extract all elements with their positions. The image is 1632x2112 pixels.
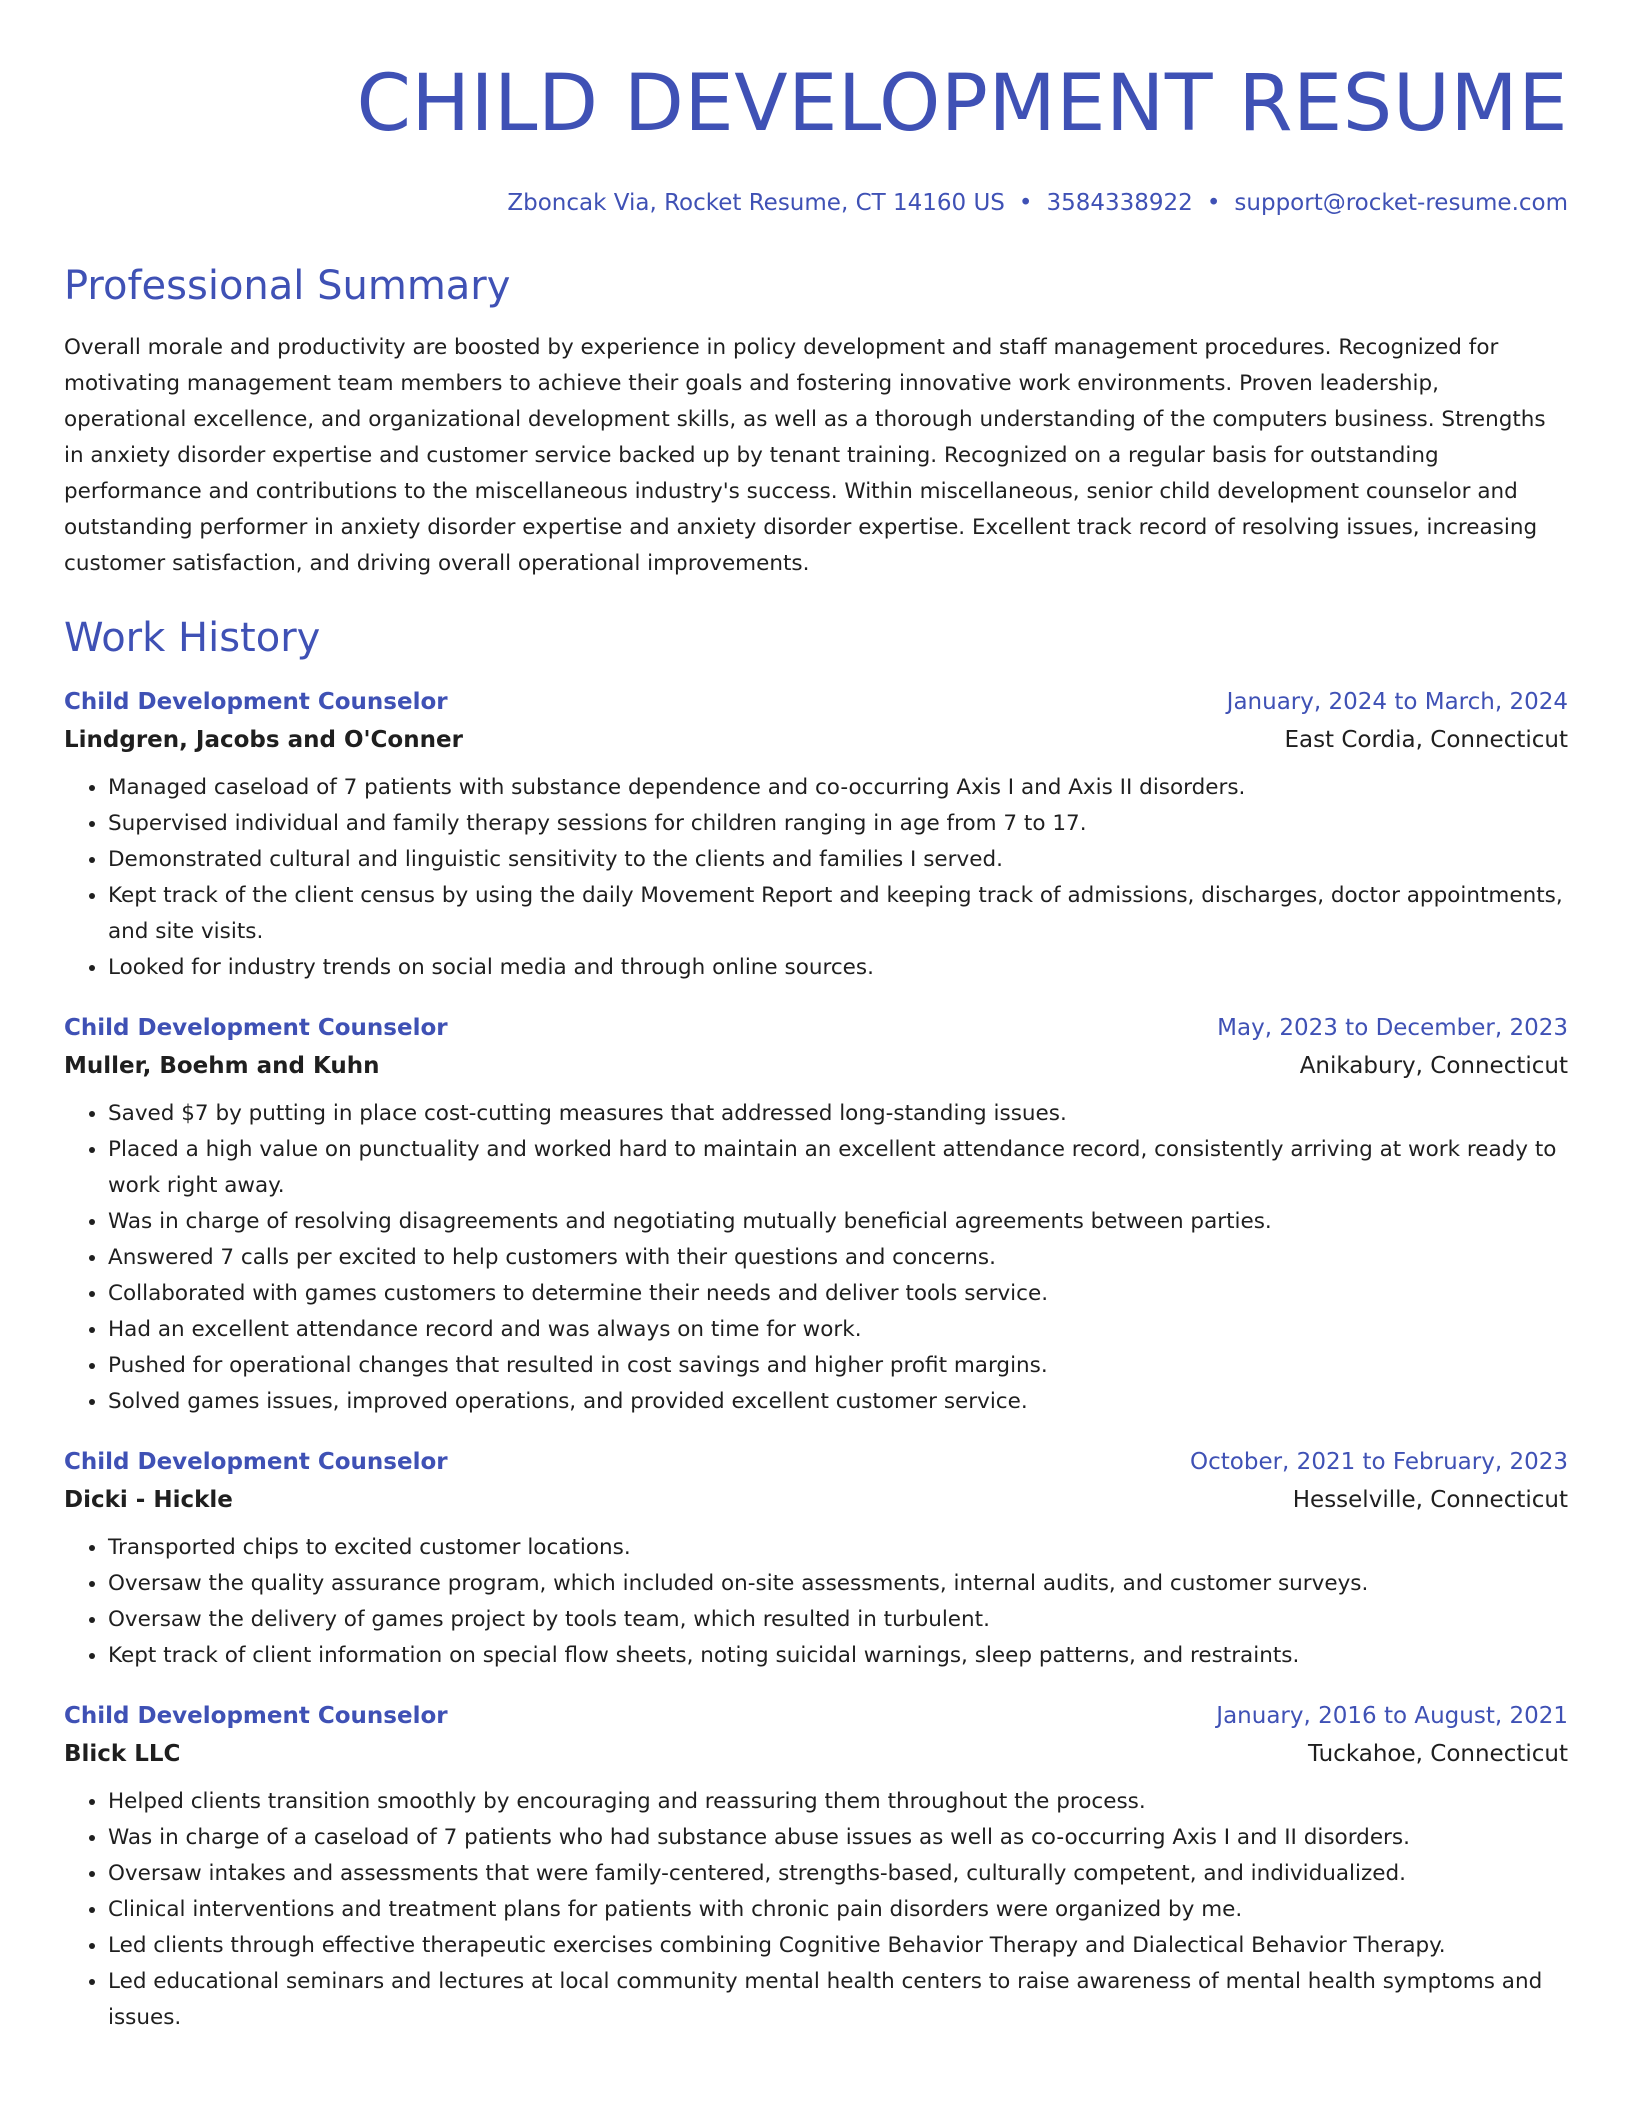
job-bullet: • Collaborated with games customers to determine their needs and deliver tools service. (108, 1276, 1568, 1312)
job-dates: January, 2016 to August, 2021 (1216, 1703, 1568, 1729)
job-title: Child Development Counselor (64, 1015, 448, 1041)
job-bullet: • Placed a high value on punctuality and worked hard to maintain an excellent attendance record, consistently arriving at work ready to work right away. (108, 1132, 1568, 1204)
job-location: Hesselville, Connecticut (1292, 1487, 1568, 1513)
summary-text: Overall morale and productivity are boosted by experience in policy development and staff management procedures. Recognized for motivating management team members to achieve their goals and fostering innovative work environments. Proven leadership, operational excellence, and organizational development skills, as well as a thorough understanding of the computers business. Strengths in anxiety disorder expertise and customer service backed up by tenant training. Recognized on a regular basis for outstanding performance and contributions to the miscellaneous industry's success. Within miscellaneous, senior child development counselor and outstanding performer in anxiety disorder expertise and anxiety disorder expertise. Excellent track record of resolving issues, increasing customer satisfaction, and driving overall operational improvements. (64, 335, 1546, 576)
job-bullet: • Demonstrated cultural and linguistic sensitivity to the clients and families I served. (108, 842, 1568, 878)
job-bullet: • Led educational seminars and lectures at local community mental health centers to raise awareness of mental health symptoms and issues. (108, 1964, 1568, 2036)
job-location: East Cordia, Connecticut (1284, 727, 1568, 753)
job-bullet: • Transported chips to excited customer locations. (108, 1530, 1568, 1566)
resume-title: CHILD DEVELOPMENT RESUME (356, 59, 1568, 149)
job-dates: May, 2023 to December, 2023 (1217, 1015, 1568, 1041)
job-location: Anikabury, Connecticut (1299, 1053, 1568, 1079)
job-title: Child Development Counselor (64, 1703, 448, 1729)
job-bullet: • Kept track of client information on special flow sheets, noting suicidal warnings, sleep patterns, and restraints. (108, 1638, 1568, 1674)
job-bullet: • Clinical interventions and treatment plans for patients with chronic pain disorders were organized by me. (108, 1892, 1568, 1928)
job-bullets (64, 1530, 1568, 1674)
job-company: Muller, Boehm and Kuhn (64, 1053, 380, 1079)
job-bullets (64, 1784, 1568, 2036)
contact-separator: • (1206, 190, 1221, 216)
job-bullet: • Supervised individual and family therapy sessions for children ranging in age from 7 to 17. (108, 806, 1568, 842)
job-bullet: • Saved $7 by putting in place cost-cutting measures that addressed long-standing issues. (108, 1096, 1568, 1132)
job-bullet: • Oversaw the quality assurance program, which included on-site assessments, internal audits, and customer surveys. (108, 1566, 1568, 1602)
job-bullet: • Was in charge of a caseload of 7 patients who had substance abuse issues as well as co-occurring Axis I and II disorders. (108, 1820, 1568, 1856)
job-bullet: • Kept track of the client census by using the daily Movement Report and keeping track of admissions, discharges, doctor appointments, and site visits. (108, 878, 1568, 950)
contact-address: Zboncak Via, Rocket Resume, CT 14160 US (507, 190, 1005, 216)
job-bullet: • Led clients through effective therapeutic exercises combining Cognitive Behavior Therapy and Dialectical Behavior Therapy. (108, 1928, 1568, 1964)
job-bullet: • Was in charge of resolving disagreements and negotiating mutually beneficial agreements between parties. (108, 1204, 1568, 1240)
job-bullets (64, 1096, 1568, 1420)
job-company: Dicki - Hickle (64, 1487, 233, 1513)
job-company: Blick LLC (64, 1741, 181, 1767)
job-bullet: • Looked for industry trends on social media and through online sources. (108, 950, 1568, 986)
contact-email: support@rocket-resume.com (1234, 190, 1568, 216)
job-bullet: • Answered 7 calls per excited to help customers with their questions and concerns. (108, 1240, 1568, 1276)
job-entry (64, 1446, 1568, 1674)
job-bullet: • Oversaw the delivery of games project by tools team, which resulted in turbulent. (108, 1602, 1568, 1638)
job-bullet: • Had an excellent attendance record and was always on time for work. (108, 1312, 1568, 1348)
job-bullet: • Pushed for operational changes that resulted in cost savings and higher profit margins. (108, 1348, 1568, 1384)
job-title: Child Development Counselor (64, 1449, 448, 1475)
job-title: Child Development Counselor (64, 689, 448, 715)
job-bullet: • Managed caseload of 7 patients with substance dependence and co-occurring Axis I and Axis II disorders. (108, 770, 1568, 806)
job-dates: January, 2024 to March, 2024 (1226, 689, 1568, 715)
job-bullet: • Helped clients transition smoothly by encouraging and reassuring them throughout the process. (108, 1784, 1568, 1820)
job-company: Lindgren, Jacobs and O'Conner (64, 727, 463, 753)
summary-heading: Professional Summary (64, 263, 511, 309)
job-entry (64, 686, 1568, 986)
job-dates: October, 2021 to February, 2023 (1190, 1449, 1568, 1475)
job-entry (64, 1700, 1568, 2036)
job-bullet: • Solved games issues, improved operations, and provided excellent customer service. (108, 1384, 1568, 1420)
job-location: Tuckahoe, Connecticut (1308, 1741, 1568, 1767)
contact-line (64, 188, 1568, 218)
contact-separator: • (1018, 190, 1033, 216)
work-history-heading: Work History (64, 615, 321, 661)
job-bullets (64, 770, 1568, 986)
contact-phone: 3584338922 (1046, 190, 1193, 216)
job-entry (64, 1012, 1568, 1420)
job-bullet: • Oversaw intakes and assessments that were family-centered, strengths-based, culturally competent, and individualized. (108, 1856, 1568, 1892)
